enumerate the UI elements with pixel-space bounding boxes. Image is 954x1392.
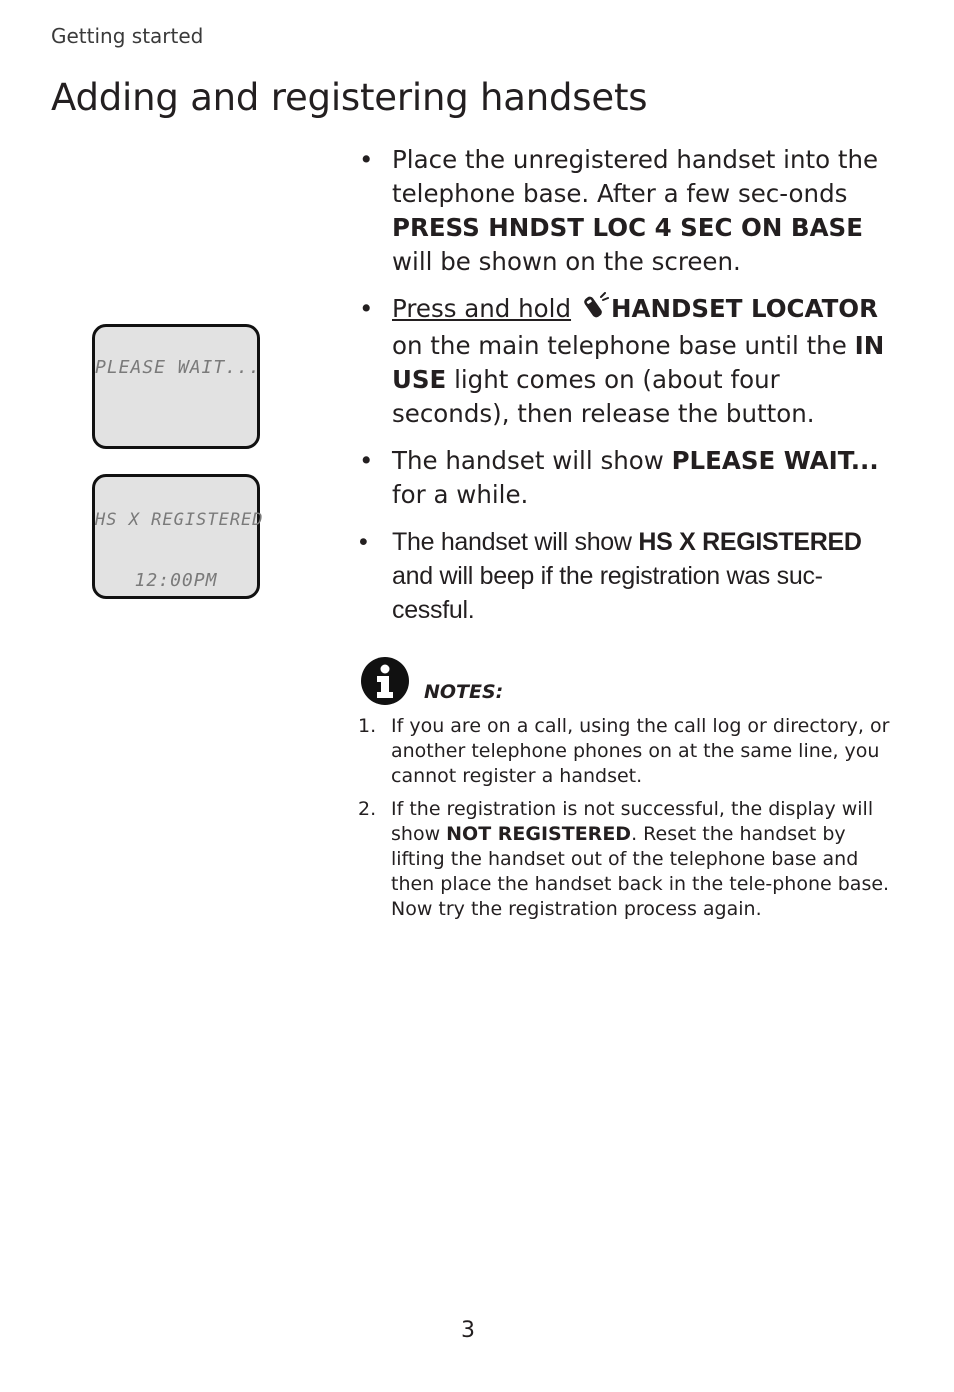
instruction-step — [357, 292, 897, 431]
step-text: and will beep if the registration was suc-cessful. — [392, 562, 823, 624]
lcd-screen-please-wait — [92, 324, 260, 449]
handset-locator-icon — [581, 292, 609, 329]
note-number: 2. — [358, 798, 377, 820]
note-emphasis: NOT REGISTERED — [446, 823, 632, 845]
step-emphasis: PRESS HNDST LOC 4 SEC ON BASE — [392, 213, 863, 242]
bullet-dot: • — [359, 145, 374, 174]
bullet-dot: • — [359, 294, 374, 323]
step-text: The handset will show — [392, 446, 672, 475]
instruction-step — [357, 143, 897, 279]
step-text: will be shown on the screen. — [392, 247, 741, 276]
lcd-time: 12:00PM — [134, 570, 218, 591]
bullet-dot: • — [359, 446, 374, 475]
step-text: for a while. — [392, 480, 529, 509]
bullet-dot: • — [359, 528, 368, 556]
page-number: 3 — [461, 1318, 475, 1343]
notes-list — [357, 714, 897, 930]
note-text: . Reset the handset by lifting the handset out of the telephone base and then place the handset back in the tele-phone base. Now try the registration process again. — [391, 823, 890, 920]
step-emphasis: HANDSET LOCATOR — [611, 294, 878, 323]
instruction-list — [357, 143, 897, 640]
notes-heading: NOTES: — [424, 681, 504, 703]
step-text: The handset will show — [392, 528, 639, 556]
step-text: Place the unregistered handset into the telephone base. After a few sec-onds — [392, 145, 879, 208]
note-number: 1. — [358, 715, 377, 737]
section-label: Getting started — [51, 24, 204, 48]
step-text-underlined: Press and hold — [392, 294, 572, 323]
lcd-text: PLEASE WAIT... — [95, 357, 261, 378]
info-icon — [360, 656, 410, 710]
step-emphasis: PLEASE WAIT... — [671, 446, 879, 475]
lcd-screen-registered — [92, 474, 264, 599]
note-text: If the registration is not successful, the display will show — [391, 798, 874, 845]
note-text: If you are on a call, using the call log or directory, or another telephone phones on at the same line, you cannot register a handset. — [391, 715, 890, 787]
step-text: on the main telephone base until the — [392, 331, 855, 360]
instruction-step — [357, 525, 897, 627]
step-emphasis: IN USE — [392, 331, 885, 394]
note-item — [357, 797, 897, 922]
page-title: Adding and registering handsets — [51, 76, 648, 119]
note-item — [357, 714, 897, 789]
lcd-text: HS X REGISTERED — [95, 510, 264, 530]
step-text: light comes on (about four seconds), then release the button. — [392, 365, 815, 428]
instruction-step — [357, 444, 897, 512]
step-emphasis: HS X REGISTERED — [638, 528, 862, 556]
